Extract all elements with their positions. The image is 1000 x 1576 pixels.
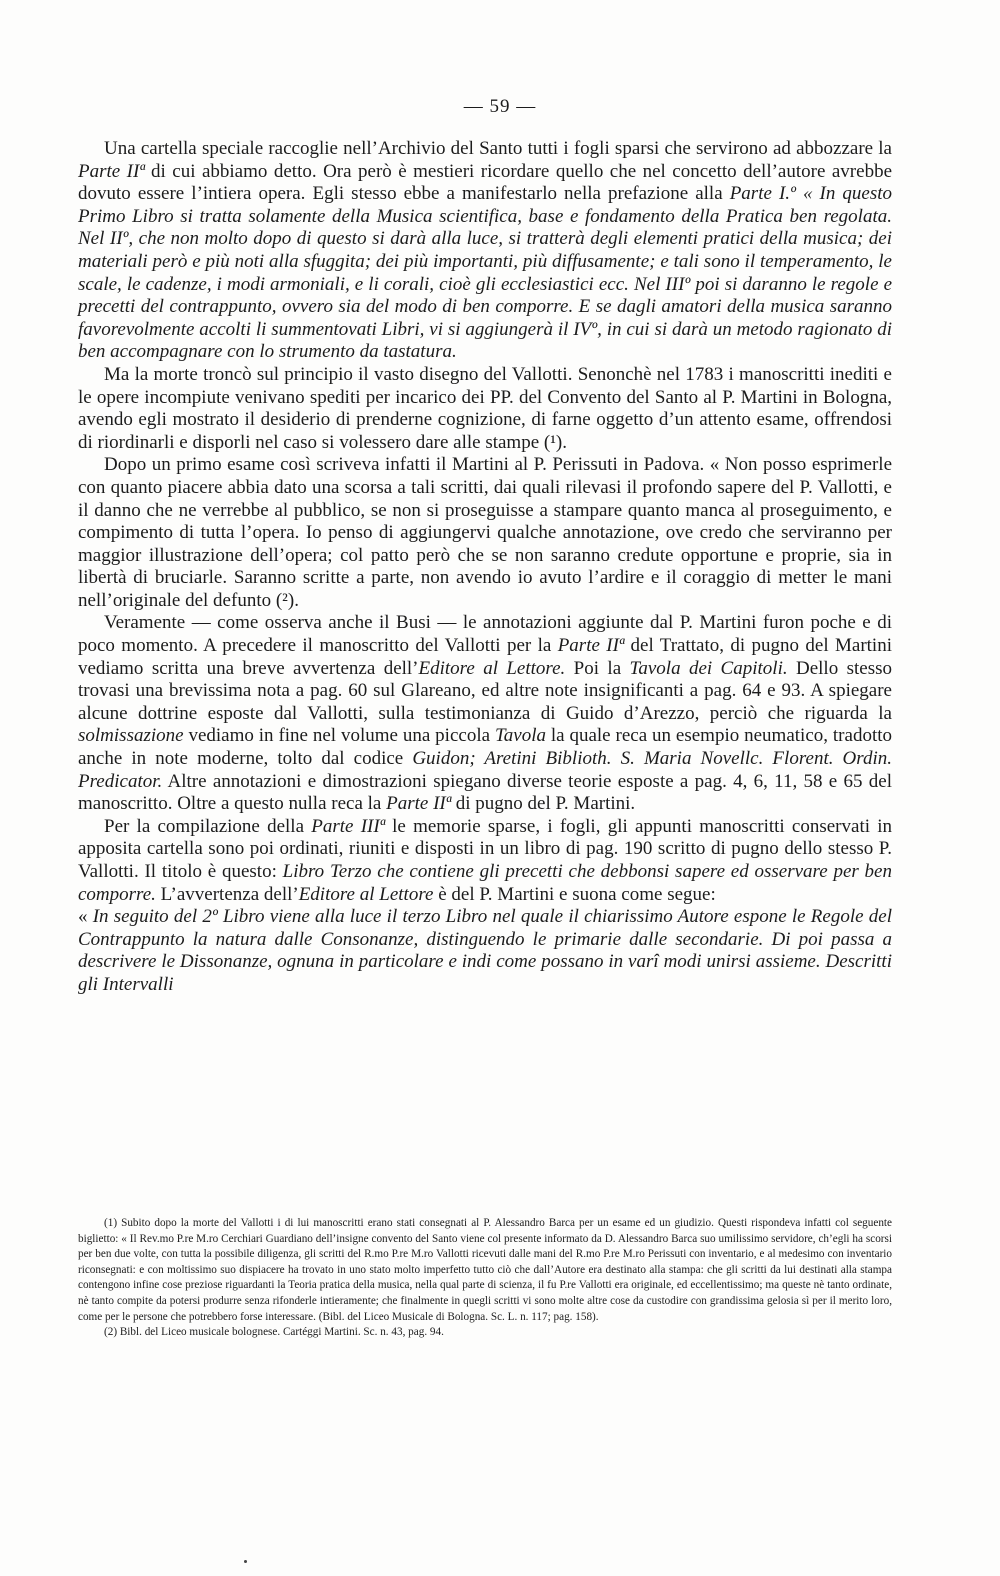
text-run: L’avvertenza dell’ xyxy=(155,883,299,905)
paragraph-1 xyxy=(78,138,892,364)
italic-run: Editore al Lettore xyxy=(298,883,434,905)
italic-run: Guidon; Aretini Biblioth. S. Maria Novellc. Florent. Ordin. Predicator. xyxy=(78,748,893,792)
text-run: del Trattato, di pugno del Martini vediamo scritta una breve avvertenza dell’ xyxy=(78,635,892,679)
page-speck xyxy=(244,1560,247,1563)
text-run: Dopo un primo esame così scriveva infatti il Martini al P. Perissuti in Padova. « Non posso esprimerle con quanto piacere abbia dato una scorsa a tali scritti, dai quali rilevasi il profondo sapere del P. Vallotti, e il danno che ne verrebbe al pubblico, se non si proseguisse a stampare quanto manca al proseguimento, e compimento di tutta l’opera. Io penso di aggiungervi qualche annotazione, ove credo che serviranno per maggior illustrazione dell’opera; col patto però che se non saranno credute opportune e proprie, sia in libertà di bruciarle. Saranno scritte a parte, non avendo io avuto l’ardire e il coraggio di metter le mani nell’originale del defunto (²). xyxy=(78,454,892,611)
text-run: « xyxy=(78,906,93,928)
paragraph-4 xyxy=(78,612,892,815)
paragraph-2 xyxy=(78,364,892,454)
italic-quote-run: Parte I.º « In questo Primo Libro si tratta solamente della Musica scientifica, base e fondamento della Pratica ben regolata. Nel IIº, che non molto dopo di questo si darà alla luce, si tratterà degli elementi pratici della musica; dei materiali però e più noti alla sfuggita; dei più importanti, più diffusamente; e tali sono il temperamento, le scale, le cadenze, i modi armoniali, e li corali, cioè gli ecclesiastici ecc. Nel IIIº poi si daranno le regole e precetti del contrappunto, ovvero sia del modo di ben comporre. E se dagli amatori della musica saranno favorevolmente accolti li summentovati Libri, vi si aggiungerà il IVº, in cui si darà un metodo ragionato di ben accompagnare con lo strumento da tastatura. xyxy=(78,183,892,363)
italic-run: Parte IIª xyxy=(78,160,145,182)
text-run: Altre annotazioni e dimostrazioni spiegano diverse teorie esposte a pag. 4, 6, 11, 58 e 65 del manoscritto. Oltre a questo nulla reca la xyxy=(78,770,892,815)
text-run: Dello stesso trovasi una brevissima nota a pag. 60 sul Glareano, ed altre note insignificanti a pag. 64 e 93. A spiegare alcune dottrine esposte dal Vallotti, sulla testimonianza di Guido d’Arezzo, perciò che riguarda la xyxy=(78,657,892,724)
text-run: la quale reca un esempio neumatico, tradotto anche in note moderne, tolto dal codice xyxy=(78,725,892,770)
text-run: Una cartella speciale raccoglie nell’Archivio del Santo tutti i fogli sparsi che servirono ad abbozzare la xyxy=(104,138,892,159)
italic-run: Parte IIIª xyxy=(311,815,385,837)
text-run: vediamo in fine nel volume una piccola xyxy=(183,725,495,747)
footnote-2: (2) Bibl. del Liceo musicale bolognese. Cartéggi Martini. Sc. n. 43, pag. 94. xyxy=(104,1326,444,1339)
text-run: Poi la xyxy=(565,657,630,679)
italic-run: Tavola xyxy=(494,725,546,747)
page-number: — 59 — xyxy=(463,96,537,117)
italic-run: Parte IIª xyxy=(386,793,451,815)
paragraph-3 xyxy=(78,454,892,612)
italic-run: Tavola dei Capitoli. xyxy=(629,657,788,679)
italic-run: solmissazione xyxy=(78,725,184,747)
footnote-1: (1) Subito dopo la morte del Vallotti i di lui manoscritti erano stati consegnati al P. Alessandro Barca per un esame ed un giudizio. Questi rispondeva infatti col seguente biglietto: « Il Rev.mo P.re M.ro Cerchiari Guardiano dell’insigne convento del Santo viene col presente informato da D. Alessandro Barca suo umilissimo servidore, ch’egli ha scorsi per ben due volte, con tutta la possibile diligenza, gli scritti del R.mo P.re M.ro Vallotti ricevuti dalle mani del R.mo P.re M.ro Perissuti con inventario, e al medesimo con inventario riconsegnati: e con moltissimo suo dispiacere ha trovato in uno stato molto imperfetto tutto ciò che dall’Autore era destinato alla stampa: che gli scritti da lui destinati alla stampa contengono infine cose preziose riguardanti la Teoria pratica della musica, nella qual parte di scienza, il fu P.re Vallotti era originale, ed eccellentissimo; ma queste nè tanto ordinate, nè tanto compite da potersi produrre senza rifonderle intieramente; che finalmente in quegli scritti vi sono molte altre cose da custodire con grandissima gelosia sì per il merito loro, come per le persone che potrebbero forse interessare. (Bibl. del Liceo Musicale di Bologna. Sc. L. n. 117; pag. 158). xyxy=(78,1217,892,1323)
paragraph-5 xyxy=(78,816,892,906)
italic-run: Editore al Lettore. xyxy=(418,657,566,679)
footnotes xyxy=(78,1216,892,1341)
paragraph-6-quote xyxy=(78,906,892,996)
main-text xyxy=(78,138,892,997)
text-run: Per la compilazione della xyxy=(104,815,312,837)
italic-run: Libro Terzo che contiene gli precetti che debbonsi sapere ed osservare per ben comporre. xyxy=(78,861,892,905)
text-run: Veramente — come osserva anche il Busi — le annotazioni aggiunte dal P. Martini furon poche e di poco momento. A precedere il manoscritto del Vallotti per la xyxy=(78,612,892,657)
text-run: di cui abbiamo detto. Ora però è mestieri ricordare quello che nel concetto dell’autore avrebbe dovuto essere l’intiera opera. Egli stesso ebbe a manifestarlo nella prefazione alla xyxy=(78,160,892,205)
text-run: di pugno del P. Martini. xyxy=(450,793,636,815)
italic-quote-run: In seguito del 2º Libro viene alla luce il terzo Libro nel quale il chiarissimo Autore espone le Regole del Contrappunto la natura dalle Consonanze, distinguendo le primarie dalle secondarie. Di poi passa a descrivere le Dissonanze, ognuna in particolare e indi come possano in varî modi unirsi assieme. Descritti gli Intervalli xyxy=(78,906,892,995)
text-run: le memorie sparse, i fogli, gli appunti manoscritti conservati in apposita cartella sono poi ordinati, riuniti e disposti in un libro di pag. 190 scritto di pugno dello stesso P. Vallotti. Il titolo è questo: xyxy=(78,815,893,882)
text-run: è del P. Martini e suona come segue: xyxy=(433,883,716,905)
italic-run: Parte IIª xyxy=(557,635,625,657)
text-run: Ma la morte troncò sul principio il vasto disegno del Vallotti. Senonchè nel 1783 i manoscritti inediti e le opere incompiute venivano spediti per incarico dei PP. del Convento del Santo al P. Martini in Bologna, avendo egli mostrato il desiderio di prenderne cognizione, di farne oggetto d’un attento esame, offrendosi di riordinarli e disporli nel caso si volessero dare alle stampe (¹). xyxy=(78,363,892,453)
